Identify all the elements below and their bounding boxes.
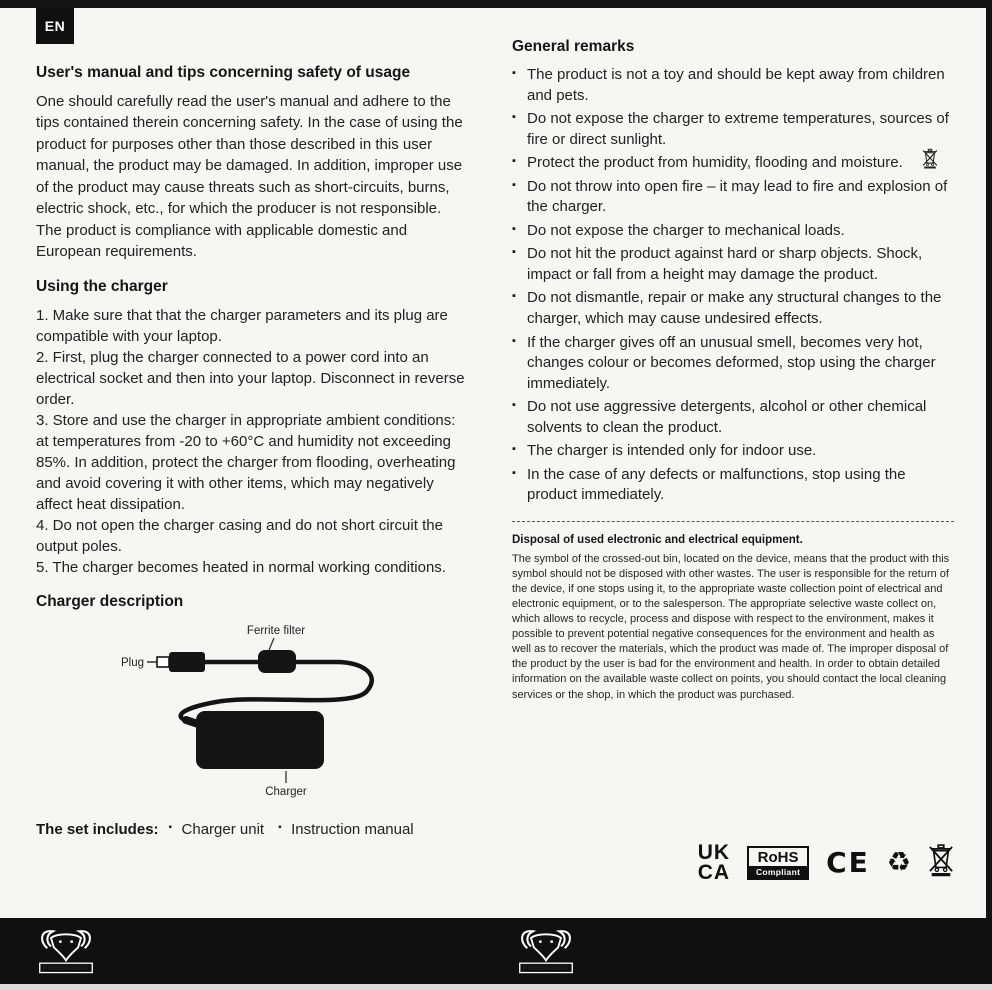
rohs-label: RoHS (757, 848, 799, 866)
using-charger-title: Using the charger (36, 277, 168, 295)
general-remarks-list (512, 65, 954, 506)
dashed-divider (512, 521, 954, 522)
ferrite-filter-icon (258, 650, 296, 673)
brand-logo (516, 926, 576, 981)
brand-name: POWERGOAT (522, 965, 570, 973)
right-column (512, 38, 954, 703)
compliance-marks-row (512, 843, 954, 882)
charger-body-icon (196, 711, 324, 769)
charger-diagram-figure (36, 620, 456, 802)
ce-mark: CE (826, 846, 870, 879)
general-remarks-title: General remarks (512, 38, 635, 55)
remark-item: ▪ Do not hit the product against hard or sharp objects. Shock, impact or fall from a height may damage the product. (512, 244, 954, 285)
remark-item: ▪ If the charger gives off an unusual smell, becomes very hot, changes colour or becomes deformed, stop using the charger immediately. (512, 333, 954, 395)
remark-item: ▪ Do not throw into open fire – it may lead to fire and explosion of the charger. (512, 177, 954, 218)
left-column (36, 64, 470, 838)
rohs-mark (747, 846, 809, 880)
set-includes-list (169, 821, 414, 838)
remark-item: ▪ Protect the product from humidity, flooding and moisture. (512, 153, 954, 174)
step-item: 3. Store and use the charger in appropriate ambient conditions: at temperatures from -20 to +60°C and humidity not exceeding 85%. In addition, protect the charger from flooding, overheating and avoid covering it with other items, which may negatively affect heat dissipation. (36, 411, 456, 513)
ferrite-filter-label: Ferrite filter (246, 624, 306, 637)
remark-item: ▪ Do not dismantle, repair or make any structural changes to the charger, which may cause undesired effects. (512, 288, 954, 329)
goat-icon (36, 926, 96, 976)
ukca-mark (698, 843, 730, 882)
top-edge-bar (0, 0, 992, 8)
ukca-line2: CA (697, 860, 731, 884)
charger-description-title: Charger description (36, 592, 184, 610)
step-item: 5. The charger becomes heated in normal working conditions. (36, 558, 446, 576)
brand-name: POWERGOAT (42, 965, 90, 973)
remark-item: ▪ Do not expose the charger to extreme temperatures, sources of fire or direct sunlight. (512, 109, 954, 150)
step-item: 2. First, plug the charger connected to a power cord into an electrical socket and then into your laptop. Disconnect in reverse order. (36, 348, 465, 408)
disposal-section-title: Disposal of used electronic and electrical equipment. (512, 533, 803, 546)
footer-band (0, 918, 992, 984)
using-charger-steps (36, 305, 470, 578)
set-includes-item: ▪ Instruction manual (278, 821, 414, 838)
remark-item: ▪ In the case of any defects or malfunctions, stop using the product immediately. (512, 465, 954, 506)
remark-item: ▪ The product is not a toy and should be kept away from children and pets. (512, 65, 954, 106)
brand-logo (36, 926, 96, 981)
remark-item: ▪ The charger is intended only for indoor use. (512, 441, 954, 462)
disposal-section-body: The symbol of the crossed-out bin, located on the device, means that the product with this symbol should not be disposed with other wastes. The user is responsible for the return of the device, if one stops using it, to the appropriate waste collection point of electrical and electronic equipment, or to the salesperson. The appropriate selective waste collect on, which allows to recycle, process and dispose with respect to the environment, makes it possible to prevent potential negative consequences for the environment and health as well as to recover the materials, which the product was made of. The improper disposal of the product by the user is bad for the environment and health. In order to obtain detailed information on the available waste collect on points, you should contact the local cleaning services or the shop, in which the product was purchased. (512, 552, 950, 701)
ukca-line1: UK (697, 841, 731, 865)
rohs-compliant-label: Compliant (749, 866, 807, 878)
goat-icon (516, 926, 576, 976)
step-item: 4. Do not open the charger casing and do not short circuit the output poles. (36, 516, 443, 555)
safety-section-body: One should carefully read the user's manual and adhere to the tips contained therein concerning safety. In the case of using the product for purposes other than those described in this user manual, the product may be damaged. In addition, improper use of the product may cause threats such as short-circuits, burns, electric shock, etc., for which the producer is not responsible. The product is compliance with applicable domestic and European requirements. (36, 93, 463, 261)
bottom-edge-strip (0, 984, 992, 990)
charger-diagram (36, 620, 470, 807)
remark-item: ▪ Do not use aggressive detergents, alcohol or other chemical solvents to clean the product. (512, 397, 954, 438)
weee-bin-icon (928, 843, 954, 882)
remark-item: ▪ Do not expose the charger to mechanical loads. (512, 221, 954, 242)
charger-label: Charger (265, 785, 307, 798)
recycle-icon: ♻ (886, 847, 911, 878)
set-includes-row (36, 821, 470, 838)
set-includes-item: ▪ Charger unit (169, 821, 265, 838)
language-badge: EN (36, 8, 74, 44)
ferrite-leader-line (269, 638, 274, 650)
dc-connector-icon (157, 657, 169, 667)
step-item: 1. Make sure that that the charger parameters and its plug are compatible with your laptop. (36, 306, 448, 345)
plug-icon (169, 652, 205, 672)
plug-label: Plug (120, 656, 144, 669)
weee-bin-icon-small (922, 148, 938, 174)
right-edge-bar (986, 0, 992, 918)
set-includes-label: The set includes: (36, 820, 159, 838)
safety-section-title: User's manual and tips concerning safety of usage (36, 64, 411, 81)
